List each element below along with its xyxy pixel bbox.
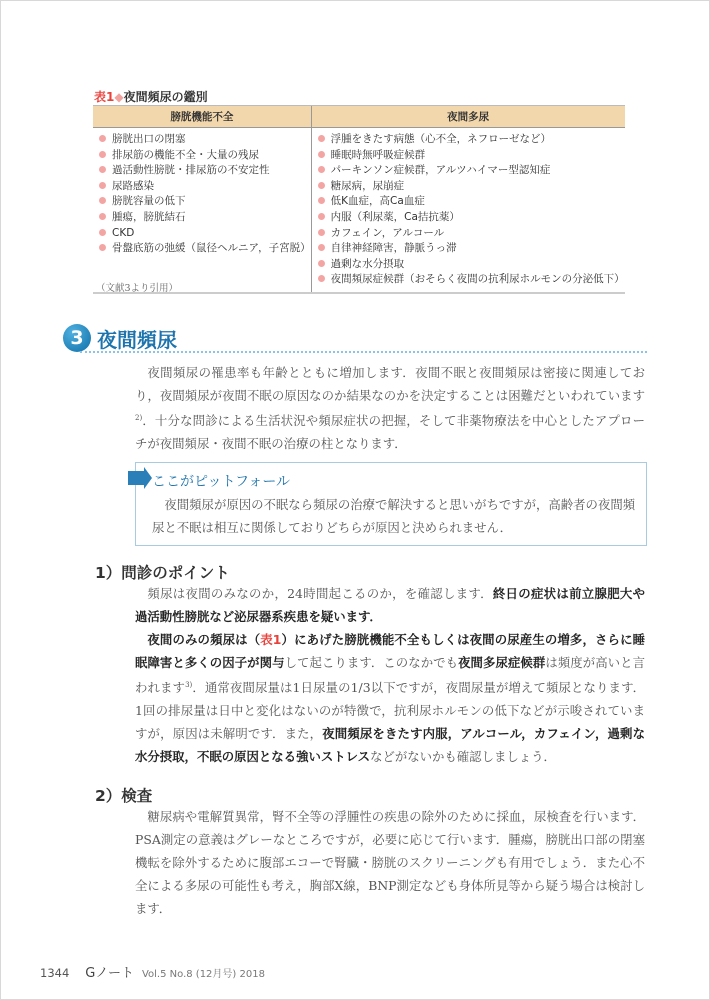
bullet-icon bbox=[318, 244, 325, 251]
section-number-badge: 3 bbox=[63, 324, 91, 352]
emphasis-text: 終日の症状は前立腺肥大や過活動性膀胱など泌尿器系疾患を疑います． bbox=[135, 586, 646, 624]
bullet-icon bbox=[318, 151, 325, 158]
list-item bbox=[318, 272, 625, 288]
emphasis-text: 夜間多尿症候群 bbox=[458, 655, 546, 670]
body-text: ．通常夜間尿量は1日尿量の1/3以下ですが，夜間尿量が増えて頻尿となります．1回の排尿量は日中と変化はないのが特徴で，抗利尿ホルモンの低下などが示唆されていますが，原因は未解明です．また， bbox=[135, 680, 645, 742]
list-item bbox=[318, 148, 625, 164]
interview-paragraph-2 bbox=[135, 628, 645, 768]
body-text: は頻度が高いと言われます bbox=[135, 655, 646, 696]
table-label: 表1 bbox=[94, 90, 115, 104]
issue-info: Vol.5 No.8 (12月号) 2018 bbox=[141, 969, 265, 980]
list-item bbox=[318, 226, 625, 242]
list-item-text: 膀胱出口の閉塞 bbox=[112, 133, 186, 145]
bullet-icon bbox=[99, 135, 106, 142]
table-ref-link[interactable]: 表1 bbox=[260, 632, 282, 647]
list-item-text: パーキンソン症候群，アルツハイマー型認知症 bbox=[330, 164, 551, 177]
diamond-icon: ◆ bbox=[114, 90, 124, 104]
body-text: 夜間頻尿の罹患率も年齢とともに増加します．夜間不眠と夜間頻尿は密接に関連しており，夜間頻尿が夜間不眠の原因なのか結果なのかを決定することは困難だといわれています bbox=[135, 365, 645, 403]
list-item bbox=[318, 132, 625, 148]
table-citation: （文献3より引用） bbox=[96, 283, 179, 294]
list-item-text: 膀胱容量の低下 bbox=[112, 195, 186, 208]
journal-name: Gノート bbox=[85, 966, 134, 981]
bullet-icon bbox=[318, 166, 325, 173]
pitfall-box bbox=[135, 462, 647, 546]
bullet-icon bbox=[318, 197, 325, 204]
emphasis-text: 夜間のみの頻尿は（ bbox=[147, 632, 261, 647]
citation-ref: 3) bbox=[185, 681, 193, 689]
list-item-text: 低K血症，高Ca血症 bbox=[330, 195, 425, 208]
list-item-text: 過剰な水分摂取 bbox=[330, 257, 405, 270]
citation-ref: 2) bbox=[135, 414, 143, 422]
nocturnal-polyuria-list bbox=[311, 128, 625, 293]
list-item-text: 過活動性膀胱・排尿筋の不安定性 bbox=[112, 164, 270, 177]
bullet-icon bbox=[99, 213, 106, 220]
list-item-text: 内服（利尿薬，Ca拮抗薬） bbox=[330, 210, 460, 223]
emphasis-text: 夜間頻尿をきたす内服，アルコール，カフェイン，過剰な水分摂取，不眠の原因となる強いストレス bbox=[135, 726, 645, 765]
body-text: などがないかも確認しましょう． bbox=[370, 749, 556, 765]
page-number: 1344 bbox=[40, 966, 70, 980]
body-text: 頻尿は夜間のみなのか，24時間起こるのか，を確認します． bbox=[147, 586, 493, 601]
list-item bbox=[318, 257, 625, 273]
list-item-text: 腫瘍，膀胱結石 bbox=[112, 210, 186, 223]
column-header: 膀胱機能不全 bbox=[93, 106, 311, 128]
list-item bbox=[99, 226, 311, 242]
list-item-text: 排尿筋の機能不全・大量の残尿 bbox=[112, 148, 259, 161]
bullet-icon bbox=[318, 182, 325, 189]
pitfall-title: ここがピットフォール bbox=[152, 474, 291, 490]
list-item bbox=[318, 194, 625, 210]
list-item bbox=[99, 194, 311, 210]
body-text: ．十分な問診による生活状況や頻尿症状の把握，そして非薬物療法を中心としたアプローチが夜間頻尿・夜間不眠の治療の柱となります． bbox=[135, 413, 645, 452]
list-item bbox=[99, 132, 311, 148]
list-item bbox=[99, 163, 311, 179]
bullet-icon bbox=[318, 260, 325, 267]
list-item-text: 尿路感染 bbox=[112, 179, 154, 192]
bullet-icon bbox=[318, 213, 325, 220]
bullet-icon bbox=[99, 182, 106, 189]
list-item-text: 自律神経障害，静脈うっ滞 bbox=[330, 242, 457, 255]
table-title bbox=[94, 88, 208, 105]
list-item-text: CKD bbox=[112, 226, 135, 239]
body-text: 糖尿病や電解質異常，腎不全等の浮腫性の疾患の除外のために採血，尿検査を行います．PSA測定の意義はグレーなところですが，必要に応じて行います．腫瘍，膀胱出口部の閉塞機転を除外するために腹部エコーで腎臓・膀胱のスクリーニングも有用でしょう．また心不全による多尿の可能性も考え，胸部X線，BNP測定なども身体所見等から疑う場合は検討します． bbox=[135, 809, 645, 916]
list-item bbox=[99, 210, 311, 226]
section-divider bbox=[80, 351, 647, 353]
list-item-text: 夜間頻尿症候群（おそらく夜間の抗利尿ホルモンの分泌低下） bbox=[330, 273, 625, 286]
list-item-text: 糖尿病，尿崩症 bbox=[330, 179, 405, 192]
bladder-dysfunction-list bbox=[93, 128, 311, 293]
list-item bbox=[318, 210, 625, 226]
differential-table bbox=[93, 105, 625, 294]
bullet-icon bbox=[318, 229, 325, 236]
bullet-icon bbox=[99, 197, 106, 204]
list-item-text: 浮腫をきたす病態（心不全，ネフローゼなど） bbox=[330, 133, 551, 145]
bullet-icon bbox=[99, 151, 106, 158]
bullet-icon bbox=[318, 135, 325, 142]
interview-paragraph-1 bbox=[135, 582, 645, 628]
subsection-title: 2）検査 bbox=[95, 787, 153, 805]
list-item bbox=[318, 179, 625, 195]
subsection-title: 1）問診のポイント bbox=[95, 564, 230, 582]
table-title-text: 夜間頻尿の鑑別 bbox=[123, 90, 208, 104]
bullet-icon bbox=[318, 275, 325, 282]
intro-paragraph bbox=[135, 361, 645, 455]
list-item-text: 骨盤底筋の弛緩（鼠径ヘルニア，子宮脱） bbox=[112, 242, 311, 255]
emphasis-text: ）にあげた膀胱機能不全もしくは夜間の尿産生の増多，さらに睡眠障害と多くの因子が関与 bbox=[135, 632, 646, 670]
body-text: して起こります．このなかでも bbox=[284, 655, 459, 670]
list-item bbox=[99, 179, 311, 195]
bullet-icon bbox=[99, 229, 106, 236]
section-title: 夜間頻尿 bbox=[97, 328, 177, 352]
list-item bbox=[318, 241, 625, 257]
bullet-icon bbox=[99, 244, 106, 251]
list-item-text: カフェイン，アルコール bbox=[330, 226, 445, 239]
pitfall-body: 夜間頻尿が原因の不眠なら頻尿の治療で解決すると思いがちですが，高齢者の夜間頻尿と不眠は相互に関係しておりどちらが原因と決められません． bbox=[152, 497, 636, 535]
list-item bbox=[99, 241, 311, 257]
bullet-icon bbox=[99, 166, 106, 173]
examination-paragraph bbox=[135, 805, 645, 920]
page-footer bbox=[40, 962, 265, 981]
column-header: 夜間多尿 bbox=[311, 106, 625, 128]
list-item-text: 睡眠時無呼吸症候群 bbox=[330, 148, 426, 161]
arrow-icon bbox=[128, 471, 144, 485]
list-item bbox=[99, 148, 311, 164]
list-item bbox=[318, 163, 625, 179]
